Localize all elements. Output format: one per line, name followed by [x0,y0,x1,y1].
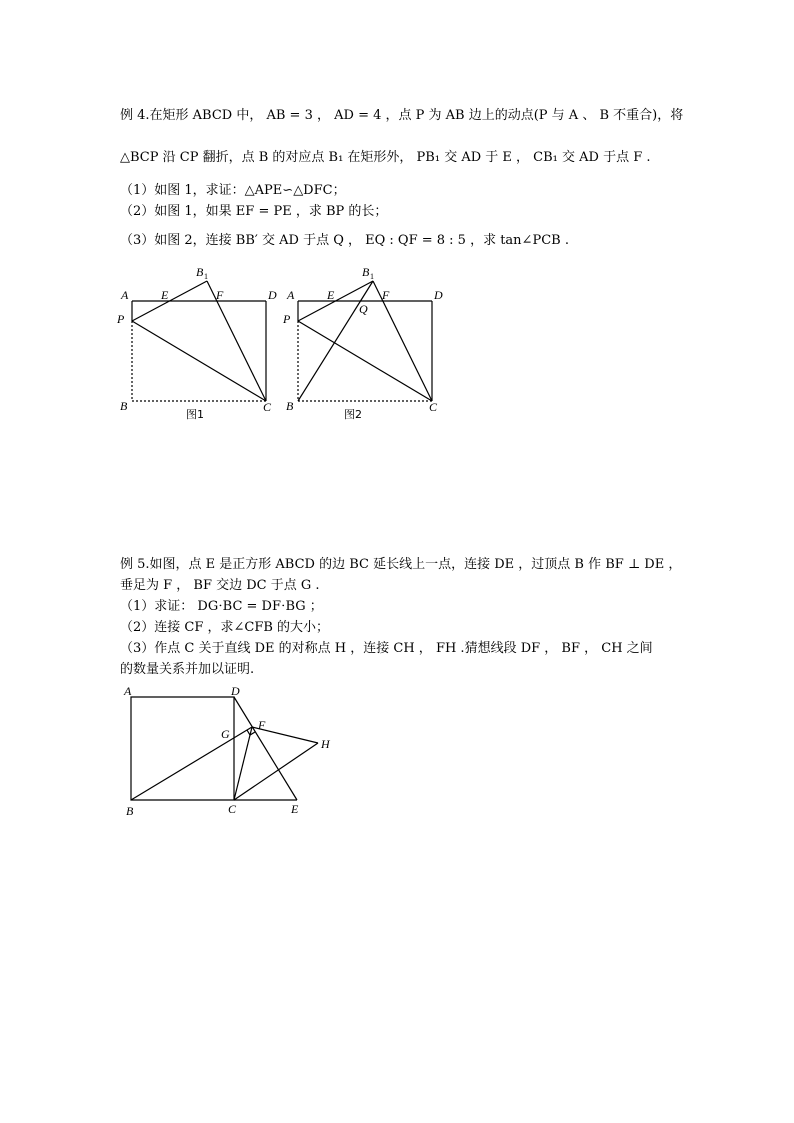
fig5-label-e: E [291,802,299,816]
fig1-label-c: C [263,400,272,414]
fig2-label-f: F [382,288,390,302]
fig1-caption: 图1 [186,408,204,421]
fig5-label-b: B [126,804,134,818]
fig2-label-a: A [287,288,295,302]
fig1-label-b: B [120,399,128,413]
fig2-label-b1-subscript: 1 [370,272,374,281]
example4-question1: （1）如图 1，求证：△APE∽△DFC； [120,183,346,198]
example4-figure1 [110,262,280,424]
fig2-label-c: C [429,400,438,414]
fig5-label-c: C [228,802,237,816]
fig5-label-d: D [231,684,240,698]
example5-question2: （2）连接 CF ，求∠CFB 的大小； [120,620,330,635]
example5-question1: （1）求证： DG⋅BC = DF⋅BG ； [120,599,323,614]
fig1-label-b1: B [196,265,204,279]
fig5-segment-ch [234,743,318,800]
fig5-label-f: F [258,718,266,732]
fig2-label-b: B [286,399,294,413]
example5-figure [115,680,345,825]
example4-statement-line2: △BCP 沿 CP 翻折，点 B 的对应点 B₁ 在矩形外， PB₁ 交 AD 于 E ， CB₁ 交 AD 于点 F . [120,150,651,165]
fig1-label-e: E [161,288,169,302]
example5-question3-line2: 的数量关系并加以证明. [120,662,255,677]
fig1-label-b1-subscript: 1 [204,272,208,281]
fig2-label-d: D [434,288,443,302]
fig1-label-a: A [121,288,129,302]
fig5-square-abcd [131,697,234,800]
fig2-label-e: E [327,288,335,302]
fig5-label-a: A [124,684,132,698]
example4-figure2 [280,262,450,424]
fig1-label-d: D [268,288,277,302]
example5-statement-line1: 例 5.如图，点 E 是正方形 ABCD 的边 BC 延长线上一点，连接 DE ，过顶点 B 作 BF ⊥ DE ， [120,557,682,572]
fig2-label-q: Q [359,302,368,316]
fig2-label-p: P [283,312,291,326]
fig2-label-b1: B [362,265,370,279]
example4-question2: （2）如图 1，如果 EF = PE ，求 BP 的长； [120,204,388,219]
example4-statement-line1: 例 4.在矩形 ABCD 中， AB = 3 ， AD = 4 ，点 P 为 AB 边上的动点(P 与 A 、 B 不重合)，将 [120,108,684,123]
fig5-label-g: G [221,727,230,741]
fig2-caption: 图2 [344,408,362,421]
fig5-segment-de [234,697,297,800]
fig2-segment-bb1 [298,281,373,401]
example5-question3-line1: （3）作点 C 关于直线 DE 的对称点 H ，连接 CH ， FH .猜想线段 DF ， BF ， CH 之间 [120,641,653,656]
fig5-label-h: H [321,737,330,751]
fig1-label-f: F [216,288,224,302]
example4-question3: （3）如图 2，连接 BB′ 交 AD 于点 Q ， EQ : QF = 8 : 5 ，求 tan∠PCB . [120,233,569,248]
example5-statement-line2: 垂足为 F ， BF 交边 DC 于点 G . [120,578,320,593]
fig1-label-p: P [117,312,125,326]
